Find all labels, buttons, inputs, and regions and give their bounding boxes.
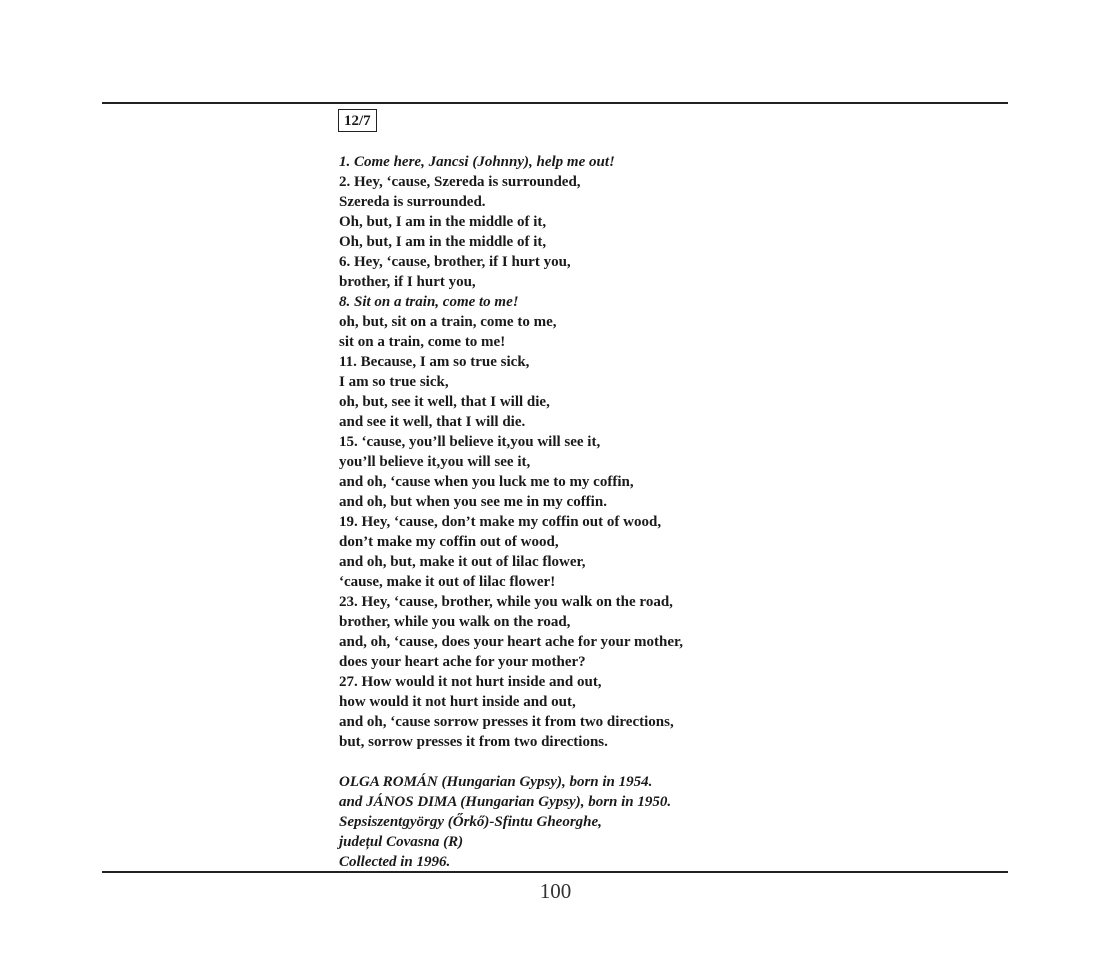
lyric-line: 23. Hey, ‘cause, brother, while you walk on the road, — [339, 594, 673, 610]
lyric-line: you’ll believe it,you will see it, — [339, 454, 531, 470]
top-rule — [102, 102, 1008, 104]
credit-line: OLGA ROMÁN (Hungarian Gypsy), born in 1954. — [339, 774, 653, 790]
credit-line: and JÁNOS DIMA (Hungarian Gypsy), born in 1950. — [339, 794, 672, 810]
credit-line: județul Covasna (R) — [339, 834, 464, 850]
lyric-line: sit on a train, come to me! — [339, 334, 506, 350]
lyrics-block — [339, 152, 683, 752]
lyric-line: 2. Hey, ‘cause, Szereda is surrounded, — [339, 174, 581, 190]
lyric-line: oh, but, sit on a train, come to me, — [339, 314, 557, 330]
lyric-line: 6. Hey, ‘cause, brother, if I hurt you, — [339, 254, 571, 270]
credits-block — [339, 772, 671, 872]
lyric-line: don’t make my coffin out of wood, — [339, 534, 559, 550]
lyric-line: 27. How would it not hurt inside and out, — [339, 674, 602, 690]
bottom-rule — [102, 871, 1008, 873]
lyric-line: 15. ‘cause, you’ll believe it,you will see it, — [339, 434, 601, 450]
lyric-line: Oh, but, I am in the middle of it, — [339, 234, 547, 250]
lyric-line: ‘cause, make it out of lilac flower! — [339, 574, 556, 590]
page-number: 100 — [539, 879, 572, 903]
lyric-line: and oh, ‘cause when you luck me to my coffin, — [339, 474, 634, 490]
lyric-line: and oh, ‘cause sorrow presses it from two directions, — [339, 714, 674, 730]
lyric-line: 19. Hey, ‘cause, don’t make my coffin out of wood, — [339, 514, 662, 530]
lyric-line: 1. Come here, Jancsi (Johnny), help me out! — [339, 154, 615, 170]
lyric-line: and see it well, that I will die. — [339, 414, 526, 430]
lyric-line: brother, while you walk on the road, — [339, 614, 571, 630]
lyric-line: 11. Because, I am so true sick, — [339, 354, 530, 370]
lyric-line: I am so true sick, — [339, 374, 449, 390]
credit-line: Sepsiszentgyörgy (Őrkő)-Sfintu Gheorghe, — [339, 814, 602, 830]
lyric-line: and oh, but when you see me in my coffin. — [339, 494, 607, 510]
lyric-line: Oh, but, I am in the middle of it, — [339, 214, 547, 230]
lyric-line: oh, but, see it well, that I will die, — [339, 394, 550, 410]
credit-line: Collected in 1996. — [339, 854, 451, 870]
lyric-line: brother, if I hurt you, — [339, 274, 476, 290]
lyric-line: but, sorrow presses it from two directions. — [339, 734, 608, 750]
song-number-box: 12/7 — [338, 109, 377, 132]
lyric-line: does your heart ache for your mother? — [339, 654, 586, 670]
lyric-line: Szereda is surrounded. — [339, 194, 486, 210]
lyric-line: and oh, but, make it out of lilac flower, — [339, 554, 586, 570]
lyric-line: 8. Sit on a train, come to me! — [339, 294, 519, 310]
lyric-line: how would it not hurt inside and out, — [339, 694, 576, 710]
lyric-line: and, oh, ‘cause, does your heart ache for your mother, — [339, 634, 684, 650]
